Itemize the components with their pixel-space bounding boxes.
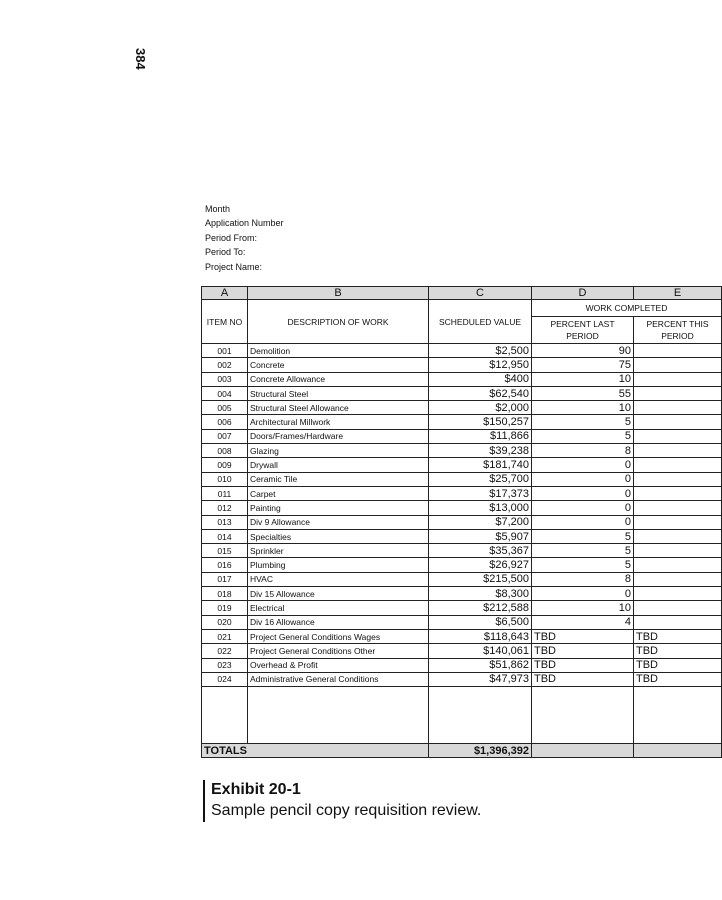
percent-last-period-cell: 0 (532, 458, 634, 472)
percent-this-period-cell (634, 358, 722, 372)
description-cell: Demolition (248, 344, 429, 358)
description-cell: HVAC (248, 572, 429, 586)
percent-this-period-cell (634, 486, 722, 500)
requisition-table-wrapper (201, 286, 709, 762)
item-number-cell: 017 (202, 572, 248, 586)
item-number-cell: 021 (202, 629, 248, 643)
table-row (202, 629, 722, 643)
header-field-month: Month (205, 204, 231, 214)
item-number-cell: 006 (202, 415, 248, 429)
table-row (202, 486, 722, 500)
blank-row (202, 687, 722, 744)
table-row (202, 529, 722, 543)
header-scheduled-value: SCHEDULED VALUE (429, 300, 532, 344)
table-row (202, 401, 722, 415)
percent-this-period-cell (634, 544, 722, 558)
percent-last-period-cell: TBD (532, 658, 634, 672)
description-cell: Electrical (248, 601, 429, 615)
scheduled-value-cell: $215,500 (429, 572, 532, 586)
description-cell: Div 15 Allowance (248, 587, 429, 601)
percent-last-period-cell: 55 (532, 386, 634, 400)
scheduled-value-cell: $6,500 (429, 615, 532, 629)
item-number-cell: 016 (202, 558, 248, 572)
description-cell: Specialties (248, 529, 429, 543)
item-number-cell: 010 (202, 472, 248, 486)
description-cell: Div 16 Allowance (248, 615, 429, 629)
header-field-period-to: Period To: (205, 247, 246, 258)
percent-last-period-cell: 4 (532, 615, 634, 629)
description-cell: Plumbing (248, 558, 429, 572)
header-percent-this-period: PERCENT THIS PERIOD (634, 317, 722, 344)
scheduled-value-cell: $13,000 (429, 501, 532, 515)
description-cell: Project General Conditions Other (248, 644, 429, 658)
percent-last-period-cell: 10 (532, 601, 634, 615)
exhibit-title: Exhibit 20-1 (211, 781, 301, 798)
percent-this-period-cell (634, 372, 722, 386)
item-number-cell: 019 (202, 601, 248, 615)
scheduled-value-cell: $181,740 (429, 458, 532, 472)
percent-this-period-cell (634, 572, 722, 586)
item-number-cell: 001 (202, 344, 248, 358)
percent-this-period-cell (634, 444, 722, 458)
description-cell: Painting (248, 501, 429, 515)
scheduled-value-cell: $39,238 (429, 444, 532, 458)
column-letter-e: E (634, 287, 722, 300)
percent-last-period-cell: TBD (532, 672, 634, 686)
table-row (202, 572, 722, 586)
description-cell: Div 9 Allowance (248, 515, 429, 529)
description-cell: Ceramic Tile (248, 472, 429, 486)
header-field-project-name: Project Name: (205, 261, 263, 272)
header-fields (205, 202, 284, 274)
totals-empty-cell (532, 744, 634, 758)
item-number-cell: 009 (202, 458, 248, 472)
table-row (202, 344, 722, 358)
item-number-cell: 020 (202, 615, 248, 629)
percent-this-period-cell (634, 515, 722, 529)
percent-this-period-cell: TBD (634, 672, 722, 686)
scheduled-value-cell: $51,862 (429, 658, 532, 672)
percent-last-period-cell: 5 (532, 544, 634, 558)
exhibit-caption-block (203, 780, 481, 822)
item-number-cell: 012 (202, 501, 248, 515)
percent-last-period-cell: 8 (532, 572, 634, 586)
percent-this-period-cell (634, 386, 722, 400)
percent-this-period-cell (634, 501, 722, 515)
description-cell: Project General Conditions Wages (248, 629, 429, 643)
scheduled-value-cell: $140,061 (429, 644, 532, 658)
description-cell: Drywall (248, 458, 429, 472)
table-row (202, 386, 722, 400)
blank-cell (429, 687, 532, 744)
scheduled-value-cell: $8,300 (429, 587, 532, 601)
scheduled-value-cell: $17,373 (429, 486, 532, 500)
requisition-table (201, 286, 722, 758)
table-body (202, 344, 722, 687)
percent-last-period-cell: 10 (532, 401, 634, 415)
scheduled-value-cell: $7,200 (429, 515, 532, 529)
description-cell: Concrete (248, 358, 429, 372)
item-number-cell: 002 (202, 358, 248, 372)
scheduled-value-cell: $5,907 (429, 529, 532, 543)
percent-this-period-cell (634, 458, 722, 472)
description-cell: Carpet (248, 486, 429, 500)
scheduled-value-cell: $12,950 (429, 358, 532, 372)
totals-row (202, 744, 722, 758)
percent-this-period-cell: TBD (634, 658, 722, 672)
description-cell: Structural Steel (248, 386, 429, 400)
percent-this-period-cell (634, 472, 722, 486)
column-letter-a: A (202, 287, 248, 300)
table-row (202, 658, 722, 672)
item-number-cell: 004 (202, 386, 248, 400)
percent-last-period-cell: 10 (532, 372, 634, 386)
scheduled-value-cell: $11,866 (429, 429, 532, 443)
scheduled-value-cell: $2,000 (429, 401, 532, 415)
column-letter-c: C (429, 287, 532, 300)
percent-this-period-cell (634, 415, 722, 429)
table-row (202, 358, 722, 372)
item-number-cell: 008 (202, 444, 248, 458)
exhibit-caption: Sample pencil copy requisition review. (211, 802, 482, 819)
table-row (202, 601, 722, 615)
header-description: DESCRIPTION OF WORK (248, 300, 429, 344)
percent-this-period-cell (634, 601, 722, 615)
scheduled-value-cell: $35,367 (429, 544, 532, 558)
description-cell: Overhead & Profit (248, 658, 429, 672)
scheduled-value-cell: $400 (429, 372, 532, 386)
table-row (202, 515, 722, 529)
percent-this-period-cell: TBD (634, 644, 722, 658)
percent-this-period-cell (634, 615, 722, 629)
percent-last-period-cell: 0 (532, 515, 634, 529)
blank-cell (634, 687, 722, 744)
percent-last-period-cell: 5 (532, 415, 634, 429)
scheduled-value-cell: $150,257 (429, 415, 532, 429)
description-cell: Administrative General Conditions (248, 672, 429, 686)
blank-cell (202, 687, 248, 744)
scheduled-value-cell: $47,973 (429, 672, 532, 686)
header-field-application-number: Application Number (205, 218, 284, 229)
header-row-1 (202, 300, 722, 317)
table-row (202, 415, 722, 429)
description-cell: Structural Steel Allowance (248, 401, 429, 415)
page-number: 384 (133, 48, 148, 70)
item-number-cell: 014 (202, 529, 248, 543)
item-number-cell: 005 (202, 401, 248, 415)
percent-last-period-cell: 5 (532, 429, 634, 443)
percent-this-period-cell (634, 587, 722, 601)
percent-this-period-cell (634, 429, 722, 443)
percent-last-period-cell: 0 (532, 486, 634, 500)
item-number-cell: 003 (202, 372, 248, 386)
percent-last-period-cell: TBD (532, 644, 634, 658)
scheduled-value-cell: $26,927 (429, 558, 532, 572)
percent-last-period-cell: 0 (532, 501, 634, 515)
item-number-cell: 007 (202, 429, 248, 443)
blank-cell (532, 687, 634, 744)
percent-last-period-cell: TBD (532, 629, 634, 643)
table-row (202, 587, 722, 601)
totals-empty-cell (634, 744, 722, 758)
scheduled-value-cell: $2,500 (429, 344, 532, 358)
description-cell: Sprinkler (248, 544, 429, 558)
percent-this-period-cell (634, 529, 722, 543)
header-field-period-from: Period From: (205, 232, 258, 243)
table-row (202, 372, 722, 386)
column-letter-row (202, 287, 722, 300)
table-row (202, 615, 722, 629)
description-cell: Doors/Frames/Hardware (248, 429, 429, 443)
item-number-cell: 015 (202, 544, 248, 558)
blank-cell (248, 687, 429, 744)
header-item-no: ITEM NO (202, 300, 248, 344)
table-row (202, 444, 722, 458)
percent-this-period-cell: TBD (634, 629, 722, 643)
percent-this-period-cell (634, 558, 722, 572)
table-row (202, 644, 722, 658)
column-letter-b: B (248, 287, 429, 300)
column-letter-d: D (532, 287, 634, 300)
percent-last-period-cell: 0 (532, 587, 634, 601)
table-row (202, 501, 722, 515)
item-number-cell: 011 (202, 486, 248, 500)
percent-last-period-cell: 0 (532, 472, 634, 486)
table-row (202, 672, 722, 686)
percent-last-period-cell: 75 (532, 358, 634, 372)
item-number-cell: 013 (202, 515, 248, 529)
header-percent-last-period: PERCENT LAST PERIOD (532, 317, 634, 344)
table-row (202, 472, 722, 486)
percent-last-period-cell: 5 (532, 529, 634, 543)
percent-this-period-cell (634, 401, 722, 415)
percent-last-period-cell: 5 (532, 558, 634, 572)
scheduled-value-cell: $118,643 (429, 629, 532, 643)
percent-last-period-cell: 90 (532, 344, 634, 358)
totals-label: TOTALS (202, 744, 429, 758)
description-cell: Glazing (248, 444, 429, 458)
header-work-completed: WORK COMPLETED (532, 300, 722, 317)
description-cell: Architectural Millwork (248, 415, 429, 429)
item-number-cell: 018 (202, 587, 248, 601)
table-row (202, 544, 722, 558)
table-row (202, 558, 722, 572)
table-row (202, 429, 722, 443)
scheduled-value-cell: $25,700 (429, 472, 532, 486)
item-number-cell: 023 (202, 658, 248, 672)
item-number-cell: 024 (202, 672, 248, 686)
scheduled-value-cell: $62,540 (429, 386, 532, 400)
table-row (202, 458, 722, 472)
scheduled-value-cell: $212,588 (429, 601, 532, 615)
description-cell: Concrete Allowance (248, 372, 429, 386)
percent-last-period-cell: 8 (532, 444, 634, 458)
item-number-cell: 022 (202, 644, 248, 658)
totals-value: $1,396,392 (429, 744, 532, 758)
percent-this-period-cell (634, 344, 722, 358)
